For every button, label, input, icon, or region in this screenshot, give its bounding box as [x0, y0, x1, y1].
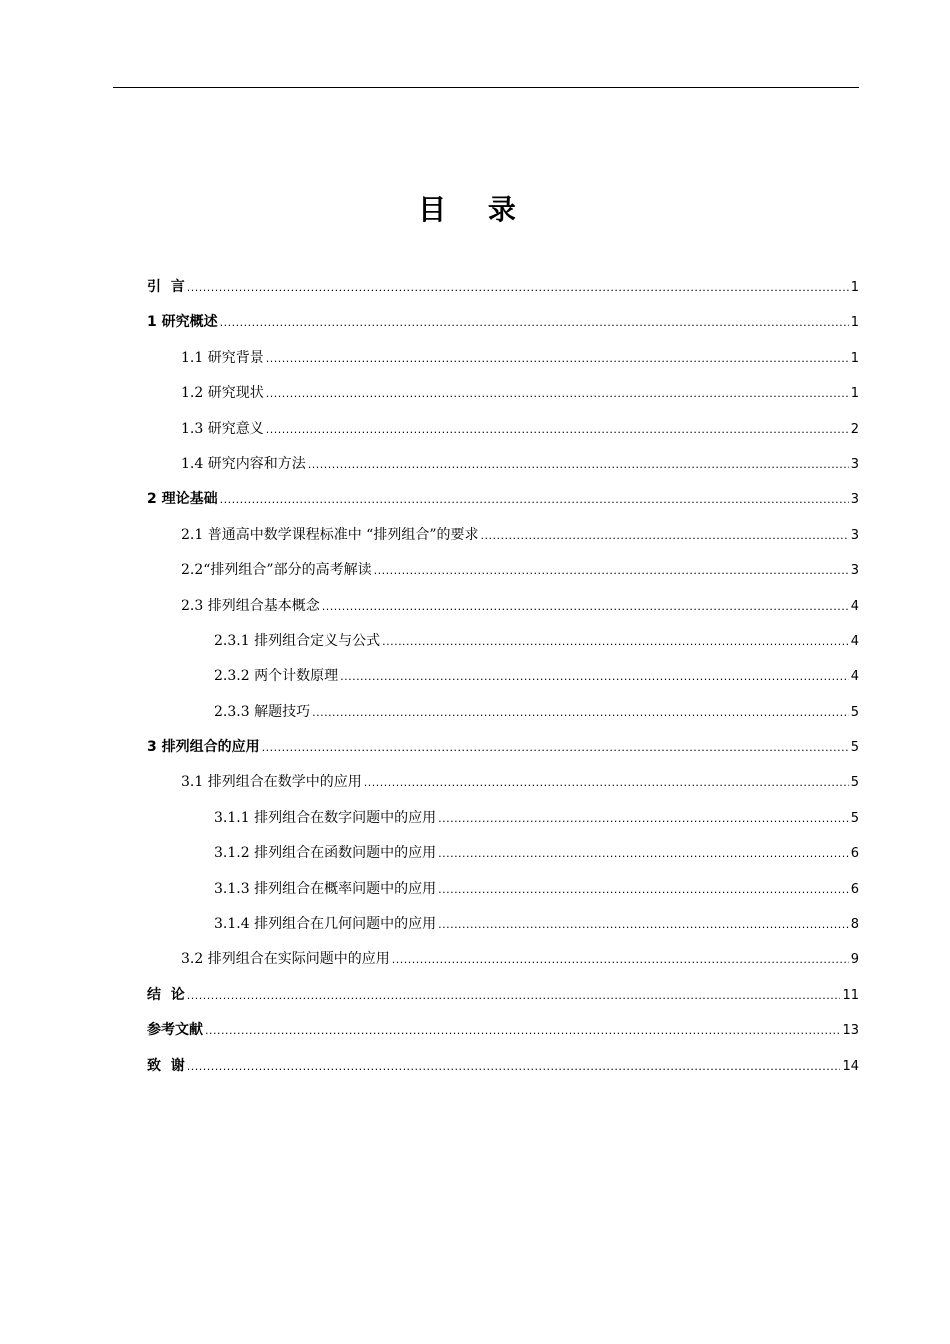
toc-dot-leader — [364, 765, 849, 800]
toc-dot-leader — [392, 942, 849, 977]
toc-entry-text: 1.3 研究意义 — [181, 420, 264, 437]
toc-entry[interactable] — [147, 730, 859, 765]
toc-entry-text: 2.3.1 排列组合定义与公式 — [214, 632, 381, 649]
toc-dot-leader — [266, 376, 849, 411]
toc-entry-text: 致 谢 — [147, 1057, 185, 1074]
toc-dot-leader — [322, 589, 849, 624]
toc-entry[interactable] — [147, 518, 859, 553]
toc-entry-text: 参考文献 — [147, 1022, 203, 1039]
toc-entry-text: 2 理论基础 — [147, 491, 218, 508]
toc-page-number: 3 — [850, 492, 859, 508]
toc-entry[interactable] — [147, 872, 859, 907]
toc-page-number: 1 — [850, 315, 859, 331]
toc-page-number: 5 — [850, 704, 859, 720]
toc-entry-text: 引 言 — [147, 279, 185, 295]
toc-entry-text: 2.3.3 解题技巧 — [214, 703, 311, 720]
toc-page-number: 6 — [850, 881, 859, 897]
toc-entry[interactable] — [147, 1013, 859, 1048]
toc-dot-leader — [308, 447, 849, 482]
toc-page-number: 4 — [850, 633, 859, 649]
toc-entry[interactable] — [147, 376, 859, 411]
toc-list — [147, 270, 859, 1084]
toc-entry[interactable] — [147, 589, 859, 624]
toc-entry[interactable] — [147, 482, 859, 517]
toc-entry-text: 1.2 研究现状 — [181, 385, 264, 402]
toc-entry[interactable] — [147, 695, 859, 730]
toc-dot-leader — [187, 270, 849, 305]
toc-page-number: 1 — [850, 350, 859, 366]
toc-entry-text: 1 研究概述 — [147, 314, 218, 331]
toc-page-number: 1 — [850, 386, 859, 402]
toc-entry[interactable] — [147, 624, 859, 659]
toc-entry-text: 3.2 排列组合在实际问题中的应用 — [181, 951, 390, 968]
toc-page-number: 8 — [850, 917, 859, 933]
toc-entry-text: 2.1 普通高中数学课程标准中 “排列组合”的要求 — [181, 526, 479, 543]
toc-dot-leader — [205, 1013, 840, 1048]
toc-entry-text: 1.1 研究背景 — [181, 349, 264, 366]
toc-page-number: 4 — [850, 598, 859, 614]
toc-entry[interactable] — [147, 412, 859, 447]
toc-entry-text: 3.1.4 排列组合在几何问题中的应用 — [214, 916, 437, 933]
toc-entry-text: 3.1 排列组合在数学中的应用 — [181, 774, 362, 791]
toc-page-number: 5 — [850, 740, 859, 756]
toc-entry[interactable] — [147, 270, 859, 305]
toc-page-number: 5 — [850, 775, 859, 791]
toc-entry[interactable] — [147, 1049, 859, 1084]
toc-dot-leader — [187, 1049, 841, 1084]
toc-dot-leader — [220, 305, 849, 340]
toc-entry-text: 3.1.2 排列组合在函数问题中的应用 — [214, 845, 437, 862]
toc-page-number: 3 — [850, 563, 859, 579]
toc-dot-leader — [220, 482, 849, 517]
toc-entry[interactable] — [147, 978, 859, 1013]
toc-entry[interactable] — [147, 907, 859, 942]
toc-entry[interactable] — [147, 765, 859, 800]
toc-entry-text: 2.2“排列组合”部分的高考解读 — [181, 562, 372, 579]
toc-page-number: 2 — [850, 421, 859, 437]
toc-entry-text: 3.1.1 排列组合在数字问题中的应用 — [214, 809, 437, 826]
toc-dot-leader — [262, 730, 849, 765]
toc-entry[interactable] — [147, 942, 859, 977]
header-rule — [113, 87, 859, 88]
toc-entry[interactable] — [147, 447, 859, 482]
toc-entry-text: 2.3.2 两个计数原理 — [214, 668, 339, 685]
toc-page-number: 6 — [850, 846, 859, 862]
toc-page-number: 11 — [842, 987, 859, 1003]
toc-page-number: 9 — [850, 952, 859, 968]
toc-dot-leader — [480, 518, 848, 553]
toc-entry[interactable] — [147, 553, 859, 588]
toc-dot-leader — [266, 341, 849, 376]
toc-dot-leader — [374, 553, 849, 588]
toc-dot-leader — [382, 624, 849, 659]
toc-dot-leader — [340, 659, 849, 694]
toc-entry-text: 结 论 — [147, 986, 185, 1003]
toc-entry[interactable] — [147, 305, 859, 340]
toc-dot-leader — [312, 695, 849, 730]
toc-dot-leader — [438, 872, 849, 907]
toc-entry[interactable] — [147, 801, 859, 836]
toc-entry-text: 1.4 研究内容和方法 — [181, 455, 306, 472]
toc-page-number: 13 — [842, 1023, 859, 1039]
toc-dot-leader — [438, 836, 849, 871]
toc-dot-leader — [438, 801, 849, 836]
toc-page-number: 1 — [850, 280, 859, 295]
toc-page-number: 3 — [850, 527, 859, 543]
toc-entry-text: 3.1.3 排列组合在概率问题中的应用 — [214, 880, 437, 897]
page-title: 目 录 — [418, 193, 532, 226]
toc-entry[interactable] — [147, 659, 859, 694]
toc-entry-text: 3 排列组合的应用 — [147, 739, 260, 756]
toc-dot-leader — [438, 907, 849, 942]
toc-dot-leader — [266, 412, 849, 447]
toc-page-number: 3 — [850, 456, 859, 472]
toc-page-number: 14 — [842, 1058, 859, 1074]
toc-page-number: 5 — [850, 810, 859, 826]
toc-dot-leader — [187, 978, 841, 1013]
toc-entry-text: 2.3 排列组合基本概念 — [181, 597, 320, 614]
toc-entry[interactable] — [147, 836, 859, 871]
toc-page-number: 4 — [850, 669, 859, 685]
toc-entry[interactable] — [147, 341, 859, 376]
